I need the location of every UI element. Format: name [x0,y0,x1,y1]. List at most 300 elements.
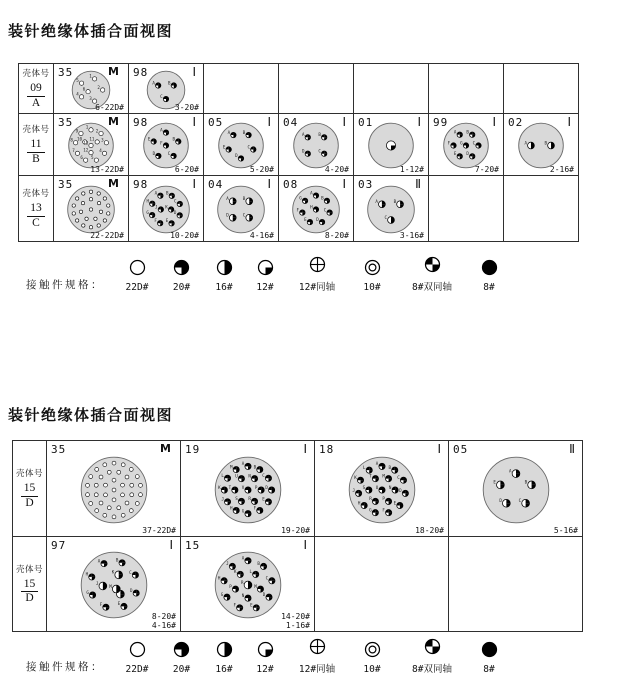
legend-item [114,259,160,293]
legend-item-label: 16# [215,282,233,293]
pin-label: D [235,153,238,159]
pin-label: D [152,150,156,156]
table-row [19,175,578,241]
legend-item-label: 8#双同轴 [412,664,452,675]
connector-face [142,185,191,234]
insert-table-large-shells [12,440,583,632]
connector-cell [53,114,128,175]
connector-cell [128,64,203,113]
pin-label: E [393,500,396,506]
legend-item [203,641,245,675]
pin-label: K [165,204,168,210]
empty-cell [503,176,578,241]
legend-item-label: 12# [256,664,274,675]
pin-label: F [381,507,385,513]
pin [129,493,133,497]
legend-item-label: 22D# [125,664,149,675]
pin [116,470,120,474]
connector-cell [278,176,353,241]
cell-caption [250,231,274,240]
insert-code: 18 [319,443,335,456]
pin [94,483,98,487]
cell-caption [250,165,274,174]
insert-code: 01 [358,116,374,129]
shell-label-prefix: 壳体号 [15,563,43,574]
caption-line: 6-20# [174,165,199,174]
contact-symbol-open-icon [129,641,146,658]
connector-cell [46,537,180,631]
shell-number-value: 15 [21,578,39,592]
page-title: 装针绝缘体插合面视图 [8,23,174,41]
cell-caption [90,231,124,240]
caption-line: 19-20# [281,526,310,535]
pin-label: C [160,93,163,99]
pin-label: C [472,140,476,146]
pin-label: K [217,484,221,490]
pin [121,513,125,517]
pin-label: E [165,218,169,224]
connector-cell [203,176,278,241]
pin [129,467,133,471]
caption-line: 5-20# [249,165,274,174]
contact-symbol-three-quarter-icon [173,641,190,658]
pin [97,201,100,204]
pin-label: B [165,190,169,196]
pin-label: 6 [80,154,83,160]
pin-label: B [388,464,391,470]
pin [112,515,116,519]
cell-caption [415,526,444,535]
connector-face [68,122,115,169]
pin [79,210,82,213]
pin-label: C [265,575,268,581]
legend-item-label: 10# [363,282,381,293]
pin [116,506,120,510]
legend-label: 接触件规格： [26,661,104,673]
pin [129,483,133,487]
pin-label: A [375,199,378,205]
connector-cell [53,176,128,241]
insert-code: 04 [283,116,299,129]
shell-number-cell [19,176,53,241]
pin-label: A [227,129,231,135]
cell-caption [281,612,310,630]
connector-face [214,456,282,524]
legend-item [160,641,203,675]
pin [107,212,110,215]
pin-label: G [368,507,372,513]
pin [102,463,106,467]
connector-cell [314,441,448,536]
empty-cell [314,537,448,631]
pin [81,201,84,204]
pin [75,197,78,200]
contact-symbol-checker-icon [424,256,441,273]
insert-variant: Ⅰ [492,115,496,129]
pin-label: L [248,569,252,575]
shell-size-code: B [32,152,40,165]
connector-cell [278,114,353,175]
pin [112,488,116,492]
pin-label: A [152,80,155,86]
table-row [19,64,578,113]
caption-line: 2-16# [549,165,574,174]
legend-items [114,256,509,293]
pin-label: H [217,575,220,581]
pin-label: C [323,207,327,213]
shell-size-code: A [31,96,41,109]
pin-label: J [95,580,98,586]
pin [125,475,129,479]
pin [82,192,85,195]
cell-caption [142,526,176,535]
insert-code: 05 [208,116,224,129]
pin-label: H [146,198,149,204]
pin-label: 12 [83,147,89,153]
pin [120,493,124,497]
pin [94,217,97,220]
pin [103,483,107,487]
pin-label: 13 [83,140,89,146]
legend-item-label: 20# [172,664,191,675]
shell-size-code: C [32,216,40,229]
pin-label: K [353,474,357,480]
contact-symbol-quarter-icon [257,641,274,658]
pin-label: P [228,583,232,589]
contact-spec-legend [26,638,509,675]
shell-number-value: 13 [27,202,45,216]
pin-label: A [453,129,457,135]
pin-label: F [160,140,163,146]
shell-number-value: 15 [21,482,39,496]
pin-label: G [146,209,149,215]
insert-variant: M [108,115,119,128]
connector-face [80,456,148,524]
pin-label: E [147,136,151,142]
connector-face [292,185,341,234]
pin-label: F [99,601,102,607]
caption-line: 4-16# [249,231,274,240]
connector-cell [128,114,203,175]
legend-item [349,259,395,293]
pin-label: F [232,602,236,608]
empty-cell [428,176,503,241]
shell-number-cell [19,64,53,113]
pin-label: B [242,196,246,202]
pin-label: 5 [76,77,79,83]
pin [89,208,92,211]
pin [97,192,100,195]
pin-label: E [492,479,496,485]
connector-cell [203,114,278,175]
pin [107,506,111,510]
insert-variant: Ⅰ [342,115,346,129]
pin-label: 2 [95,128,99,134]
pin [107,470,111,474]
connector-face [368,122,415,169]
pin-label: P [254,484,257,490]
page-title: 装针绝缘体插合面视图 [8,407,174,425]
pin-label: V [241,484,244,490]
pin-label: R [247,496,251,502]
empty-cell [353,64,428,113]
caption-line: 7-20# [474,165,499,174]
pin-label: U [375,484,378,490]
cell-caption [90,165,124,174]
pin-label: 8 [70,137,73,143]
contact-symbol-half-icon [216,641,233,658]
caption-line: 14-20# [281,612,310,621]
pin-label: B [172,136,176,142]
caption-line: 3-16# [399,231,424,240]
insert-variant: Ⅰ [192,115,196,129]
pin-label: C [128,569,132,575]
pin [89,190,92,193]
cell-caption [175,103,199,112]
legend-item [245,641,285,675]
connector-face [348,456,416,524]
insert-code: 03 [358,178,374,191]
legend-item-label: 10# [363,664,381,675]
pin-label: G [85,589,89,595]
connector-face [443,122,490,169]
pin-label: N [388,484,391,490]
pin-label: D [262,591,265,597]
empty-cell [503,64,578,113]
pin-label: 3 [101,137,104,143]
legend-label: 接触件规格： [26,279,104,291]
pin-label: F [253,505,256,511]
contact-symbol-open-icon [129,259,146,276]
pin [112,498,116,502]
pin-label: A [97,558,100,564]
pin-label: E [304,216,307,222]
pin [88,475,92,479]
pin-label: J [220,496,224,502]
legend-item-label: 12# [256,282,274,293]
insert-code: 05 [453,443,469,456]
pin-label: C [518,498,521,504]
pin-label: A [226,196,229,202]
connector-face [367,185,416,234]
insert-variant: M [108,65,119,78]
shell-number-cell [19,114,53,175]
pin-label: D [301,148,305,154]
pin-label: A [524,140,527,146]
cell-caption [281,526,310,535]
pin-label: G [299,195,302,201]
pin-label: B [256,561,260,567]
caption-line: 8-20# [324,231,349,240]
insert-code: 02 [508,116,524,129]
cell-caption [400,165,424,174]
pin-label: C [261,472,265,478]
legend-item [245,259,285,293]
caption-line: 37-22D# [142,526,176,535]
shell-number-cell [13,441,46,536]
pin-label: C [167,150,171,156]
legend-items [114,638,509,675]
pin-label: D [226,212,229,218]
pin [89,198,92,201]
insert-variant: M [160,442,171,455]
insert-code: 35 [58,178,74,191]
legend-item [114,641,160,675]
connector-cell [428,114,503,175]
pin [85,217,88,220]
pin-label: C [247,144,251,150]
connector-face [293,122,340,169]
pin-label: D [316,216,319,222]
pin-label: B [242,129,246,135]
pin [102,513,106,517]
legend-item [469,259,509,293]
pin-label: M [253,583,257,589]
connector-cell [180,441,314,536]
pin [103,493,107,497]
connector-face [218,122,265,169]
shell-size-code: D [25,592,34,604]
contact-symbol-checker-icon [424,638,441,655]
insert-code: 98 [133,178,149,191]
table-row [13,441,582,536]
shell-number [27,202,45,229]
contact-symbol-cross-icon [309,638,326,655]
insert-code: 35 [58,66,74,79]
pin-label: C [242,212,246,218]
insert-code: 98 [133,66,149,79]
pin-label: D [498,498,502,504]
pin-label: C [173,198,177,204]
caption-line: 4-20# [324,165,349,174]
pin-label: N [247,473,251,479]
insert-variant: Ⅰ [169,538,173,552]
pin-label: D [264,484,268,490]
connector-cell [53,64,128,113]
legend-item-label: 16# [215,664,233,675]
cell-caption [550,165,574,174]
insert-variant: Ⅰ [303,442,307,456]
pin [99,501,103,505]
pin-label: D [398,488,402,494]
insert-variant: Ⅰ [267,177,271,191]
pin-label: L [220,472,224,478]
connector-face [80,551,148,619]
legend-item-label: 20# [172,282,191,293]
pin-label: 6 [82,86,86,92]
pin [120,483,124,487]
insert-code: 35 [51,443,67,456]
caption-line: 1-16# [285,621,310,630]
pin-label: R [240,579,244,585]
pin-label: E [261,496,265,502]
table-row [13,536,582,631]
legend-item [160,259,203,293]
pin-label: G [460,140,463,146]
contact-symbol-solid-icon [481,259,498,276]
connector-face [217,185,266,234]
pin-label: B [321,195,324,201]
insert-code: 15 [185,539,201,552]
pin-label: 1 [89,73,92,79]
caption-line: 3-20# [174,103,199,112]
cell-caption [95,103,124,112]
pin-label: K [111,569,114,575]
pin [386,141,395,150]
insert-variant: Ⅰ [192,177,196,191]
pin-label: C [396,474,400,480]
connector-cell [353,114,428,175]
shell-label-prefix: 壳体号 [22,188,50,199]
caption-line: 1-12# [399,165,424,174]
insert-variant: Ⅰ [417,115,421,129]
pin-label: J [351,488,355,494]
pin-label: B [318,132,321,138]
pin [129,509,133,513]
insert-code: 99 [433,116,449,129]
pin-label: B [544,140,548,146]
caption-line: 18-20# [415,526,444,535]
pin-label: K [233,569,237,575]
pin-label: A [241,555,244,561]
pin [112,478,116,482]
pin [75,219,78,222]
pin [125,501,129,505]
caption-line: 22-22D# [90,231,124,240]
pin-label: 3 [89,95,92,101]
pin-label: F [447,140,451,146]
pin-label: H [229,505,232,511]
pin-label: F [296,207,300,213]
shell-number-cell [13,537,46,631]
pin [89,226,92,229]
connector-cell [503,114,578,175]
shell-number [21,482,39,509]
insert-variant: M [108,177,119,190]
caption-line: 10-20# [170,231,199,240]
contact-spec-legend [26,256,509,293]
pin-label: H [310,204,313,210]
pin-label: A [241,461,244,467]
pin [85,483,89,487]
legend-item-label: 12#同轴 [298,664,336,675]
legend-item-label: 8# [483,664,495,675]
pin-label: 5 [91,154,94,160]
pin [99,210,102,213]
pin-label: D [173,210,177,216]
table-row [19,113,578,175]
pin-label: J [155,204,158,210]
pin-label: A [301,132,305,138]
contact-symbol-half-icon [216,259,233,276]
connector-cell [128,176,203,241]
pin-label: B [115,557,118,563]
pin [72,212,75,215]
pin-label: B [466,129,469,135]
pin-label: 1 [85,124,89,130]
pin-label: E [249,602,253,608]
connector-face [214,551,282,619]
pin-label: U [234,473,238,479]
connector-face [143,122,190,169]
pin-label: 9 [75,128,79,134]
pin-label: B [393,199,397,205]
insert-variant: Ⅱ [415,177,421,191]
shell-label-prefix: 壳体号 [22,124,50,135]
insert-variant: Ⅰ [192,65,196,79]
pin [103,197,106,200]
pin [138,493,142,497]
